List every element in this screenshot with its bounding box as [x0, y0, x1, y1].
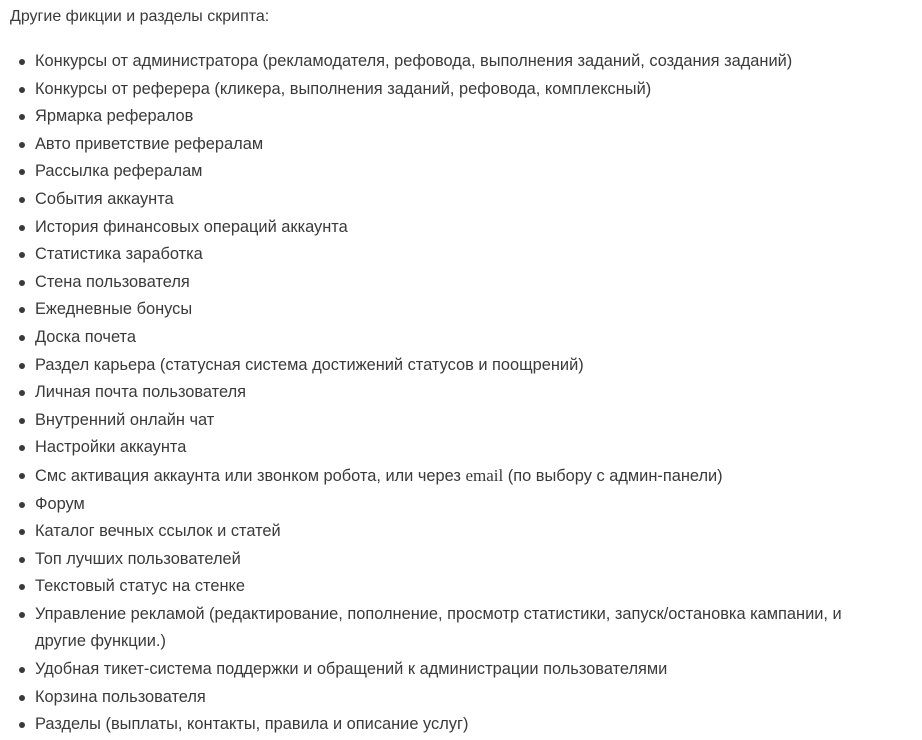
list-item-text [35, 467, 723, 485]
list-item-text: Конкурсы от реферера (кликера, выполнения заданий, рефовода, комплексный) [35, 79, 652, 98]
list-item [0, 546, 900, 574]
list-item [0, 656, 900, 684]
list-item-text: Форум [35, 494, 85, 513]
list-item-text: Рассылка рефералам [35, 162, 203, 181]
list-item [0, 711, 900, 739]
list-item [0, 48, 900, 76]
bullet-dot-icon [19, 363, 25, 369]
list-item [0, 684, 900, 712]
list-item [0, 241, 900, 269]
list-item-text: Раздел карьера (статусная система достижений статусов и поощрений) [35, 355, 584, 374]
list-item-text: Настройки аккаунта [35, 438, 187, 457]
bullet-dot-icon [19, 114, 25, 120]
bullet-dot-icon [19, 557, 25, 563]
bullet-dot-icon [19, 335, 25, 341]
list-item [0, 186, 900, 214]
list-item [0, 434, 900, 462]
list-item-text: Топ лучших пользователей [35, 549, 241, 568]
list-item-text: События аккаунта [35, 189, 174, 208]
bullet-dot-icon [19, 252, 25, 258]
list-item-text: Ярмарка рефералов [35, 107, 194, 126]
list-item [0, 269, 900, 297]
list-item-text: Управление рекламой (редактирование, пополнение, просмотр статистики, запуск/остановка кампании, и другие функции.) [35, 604, 842, 651]
list-item [0, 573, 900, 601]
list-item-text: Авто приветствие рефералам [35, 134, 264, 153]
list-item [0, 407, 900, 435]
bullet-dot-icon [19, 225, 25, 231]
bullet-dot-icon [19, 418, 25, 424]
bullet-dot-icon [19, 473, 25, 479]
bullet-dot-icon [19, 87, 25, 93]
list-item [0, 601, 900, 656]
list-item-text: Корзина пользователя [35, 687, 206, 706]
list-item-text-after: (по выбору с админ-панели) [503, 466, 723, 485]
bullet-dot-icon [19, 197, 25, 203]
list-item [0, 518, 900, 546]
list-item-text: История финансовых операций аккаунта [35, 217, 348, 236]
list-item [0, 214, 900, 242]
email-word: email [465, 465, 504, 485]
list-item [0, 491, 900, 519]
bullet-dot-icon [19, 584, 25, 590]
bullet-dot-icon [19, 722, 25, 728]
list-item [0, 76, 900, 104]
list-item-text: Доска почета [35, 327, 136, 346]
bullet-dot-icon [19, 307, 25, 313]
bullet-dot-icon [19, 390, 25, 396]
bullet-dot-icon [19, 59, 25, 65]
bullet-dot-icon [19, 169, 25, 175]
bullet-dot-icon [19, 280, 25, 286]
list-item-text: Конкурсы от администратора (рекламодателя, рефовода, выполнения заданий, создания заданий) [35, 52, 793, 70]
list-item [0, 324, 900, 352]
bullet-dot-icon [19, 667, 25, 673]
list-item-text: Личная почта пользователя [35, 383, 247, 402]
bullet-dot-icon [19, 502, 25, 508]
list-item-text: Каталог вечных ссылок и статей [35, 522, 281, 541]
list-item [0, 131, 900, 159]
bullet-dot-icon [19, 142, 25, 148]
feature-list [0, 48, 900, 739]
list-item [0, 379, 900, 407]
bullet-dot-icon [19, 445, 25, 451]
bullet-dot-icon [19, 612, 25, 618]
list-item-text: Ежедневные бонусы [35, 300, 193, 319]
list-item [0, 296, 900, 324]
list-item-text: Статистика заработка [35, 245, 203, 264]
list-item [0, 352, 900, 380]
list-item-text-before: Смс активация аккаунта или звонком робота, или через [35, 466, 466, 485]
intro-heading: Другие фикции и разделы скрипта: [10, 8, 270, 25]
list-item-text: Внутренний онлайн чат [35, 410, 215, 429]
list-item [0, 462, 900, 491]
list-item-text: Разделы (выплаты, контакты, правила и описание услуг) [35, 715, 469, 734]
list-item [0, 103, 900, 131]
list-item [0, 158, 900, 186]
bullet-dot-icon [19, 529, 25, 535]
list-item-text: Удобная тикет-система поддержки и обращений к администрации пользователями [35, 660, 668, 679]
list-item-text: Стена пользователя [35, 272, 190, 291]
bullet-dot-icon [19, 695, 25, 701]
list-item-text: Текстовый статус на стенке [35, 577, 245, 596]
